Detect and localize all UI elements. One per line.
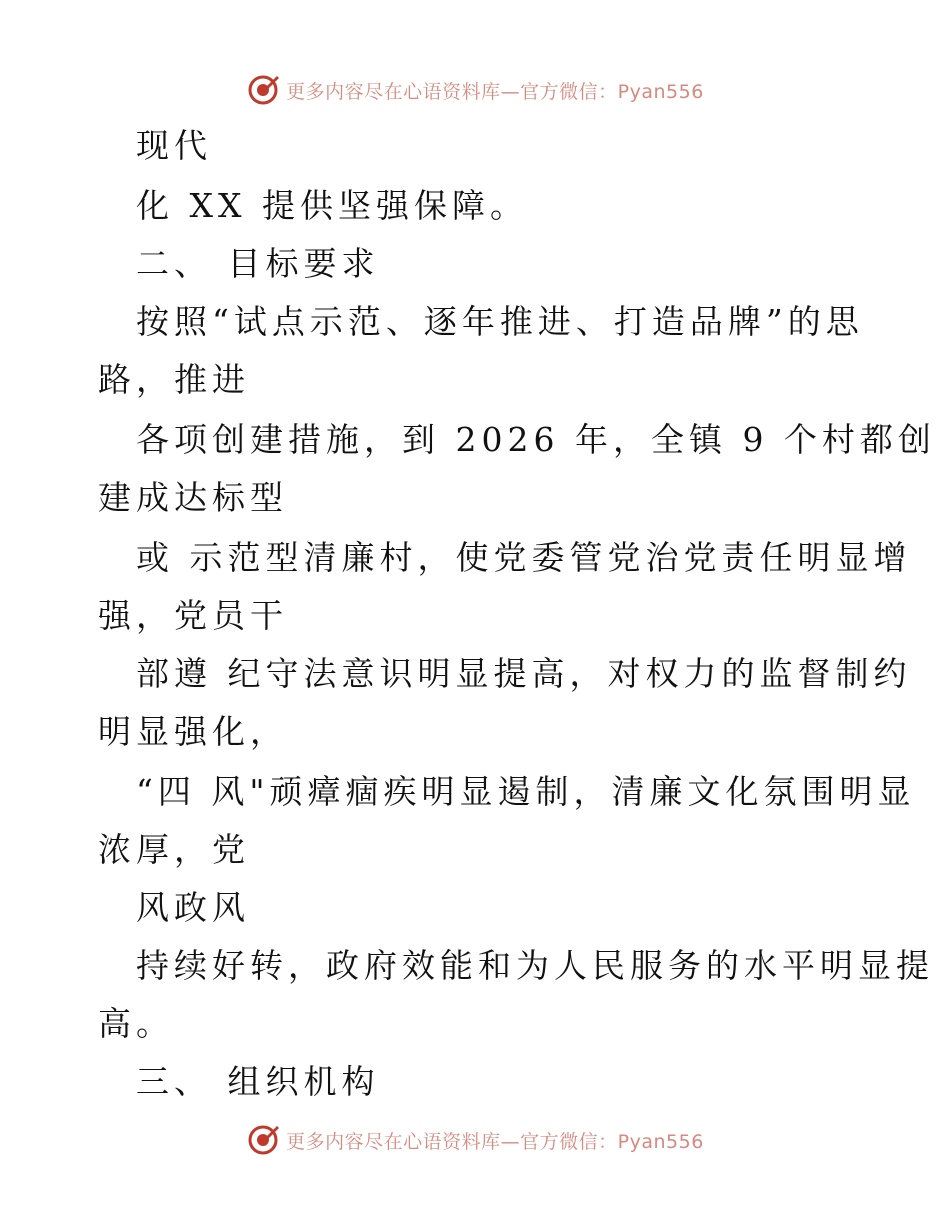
footer-banner: [0, 1120, 950, 1160]
section-heading: 三、 组织机构: [136, 1062, 380, 1101]
text-line: “四 风"顽瘴痼疾明显遏制，清廉文化氛围明显: [136, 772, 916, 811]
text-line: 风政风: [136, 888, 250, 927]
text-line: 按照“试点示范、逐年推进、打造品牌”的思: [136, 302, 864, 341]
text-line: 或 示范型清廉村，使党委管党治党责任明显增: [136, 538, 912, 577]
pen-logo-icon: [246, 1123, 280, 1157]
text-line: 化 XX 提供坚强保障。: [136, 186, 528, 225]
text-line: 建成达标型: [98, 478, 288, 517]
pen-logo-icon: [246, 73, 280, 107]
header-banner: [0, 70, 950, 110]
text-line: 高。: [98, 1004, 174, 1043]
section-heading: 二、 目标要求: [136, 244, 380, 283]
footer-banner-text: 更多内容尽在心语资料库—官方微信：Pyan556: [286, 1130, 704, 1153]
text-line: 强，党员干: [98, 596, 288, 635]
text-line: 明显强化，: [98, 712, 288, 751]
text-line: 持续好转，政府效能和为人民服务的水平明显提: [136, 946, 934, 985]
text-line: 现代: [136, 126, 212, 165]
text-line: 各项创建措施，到 2026 年，全镇 9 个村都创: [136, 420, 936, 459]
text-line: 浓厚，党: [98, 830, 250, 869]
header-banner-text: 更多内容尽在心语资料库—官方微信：Pyan556: [286, 80, 704, 103]
text-line: 路，推进: [98, 360, 250, 399]
text-line: 部遵 纪守法意识明显提高，对权力的监督制约: [136, 654, 912, 693]
